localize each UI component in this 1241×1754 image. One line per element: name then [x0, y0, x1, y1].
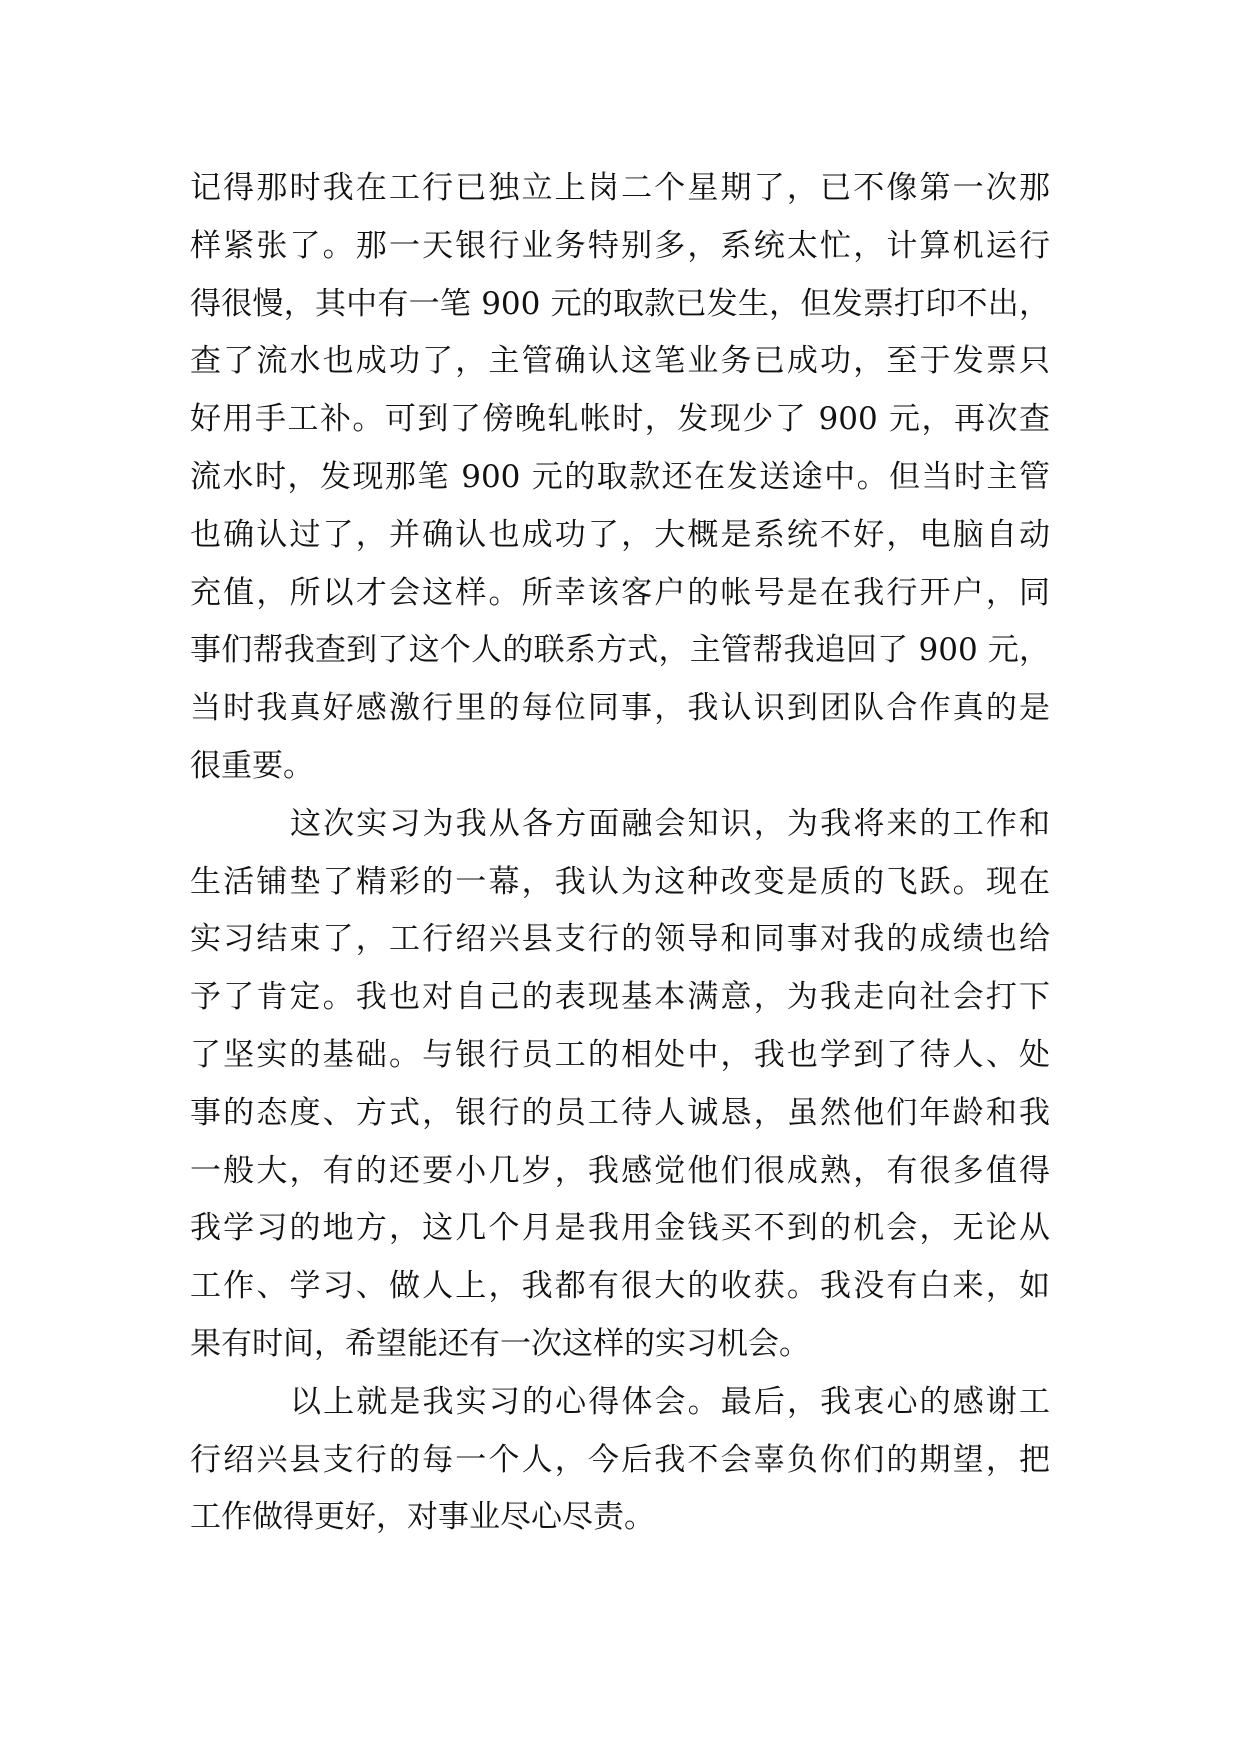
paragraph-1 — [190, 160, 1050, 796]
paragraph-line: 工作做得更好，对事业尽心尽责。 — [190, 1499, 655, 1536]
paragraph-line: 好用手工补。可到了傍晚轧帐时，发现少了 900 元，再次查 — [190, 401, 1050, 438]
paragraph-line: 这次实习为我从各方面融会知识，为我将来的工作和 — [290, 805, 1050, 842]
paragraph-line: 我学习的地方，这几个月是我用金钱买不到的机会，无论从 — [190, 1210, 1050, 1247]
paragraph-line: 生活铺垫了精彩的一幕，我认为这种改变是质的飞跃。现在 — [190, 863, 1050, 900]
paragraph-line: 流水时，发现那笔 900 元的取款还在发送途中。但当时主管 — [190, 458, 1050, 495]
paragraph-line: 一般大，有的还要小几岁，我感觉他们很成熟，有很多值得 — [190, 1152, 1050, 1189]
paragraph-line: 实习结束了，工行绍兴县支行的领导和同事对我的成绩也给 — [190, 921, 1050, 958]
paragraph-line: 予了肯定。我也对自己的表现基本满意，为我走向社会打下 — [190, 979, 1050, 1016]
paragraph-3 — [190, 1374, 1050, 1547]
paragraph-line: 很重要。 — [190, 747, 314, 784]
paragraph-line: 查了流水也成功了，主管确认这笔业务已成功，至于发票只 — [190, 343, 1050, 380]
paragraph-line: 工作、学习、做人上，我都有很大的收获。我没有白来，如 — [190, 1268, 1050, 1305]
paragraph-line: 记得那时我在工行已独立上岗二个星期了，已不像第一次那 — [190, 170, 1050, 206]
paragraph-2 — [190, 796, 1050, 1374]
paragraph-line: 样紧张了。那一天银行业务特别多，系统太忙，计算机运行 — [190, 227, 1050, 264]
paragraph-line: 也确认过了，并确认也成功了，大概是系统不好，电脑自动 — [190, 516, 1050, 553]
paragraph-line: 以上就是我实习的心得体会。最后，我衷心的感谢工 — [290, 1383, 1050, 1420]
paragraph-line: 事们帮我查到了这个人的联系方式，主管帮我追回了 900 元， — [190, 632, 1050, 669]
document-body — [190, 160, 1050, 1547]
paragraph-line: 果有时间，希望能还有一次这样的实习机会。 — [190, 1325, 810, 1362]
paragraph-line: 事的态度、方式，银行的员工待人诚恳，虽然他们年龄和我 — [190, 1094, 1050, 1131]
paragraph-line: 充值，所以才会这样。所幸该客户的帐号是在我行开户，同 — [190, 574, 1050, 611]
paragraph-line: 了坚实的基础。与银行员工的相处中，我也学到了待人、处 — [190, 1036, 1050, 1073]
paragraph-line: 得很慢，其中有一笔 900 元的取款已发生，但发票打印不出， — [190, 285, 1050, 322]
paragraph-line: 当时我真好感激行里的每位同事，我认识到团队合作真的是 — [190, 690, 1050, 727]
paragraph-line: 行绍兴县支行的每一个人，今后我不会辜负你们的期望，把 — [190, 1441, 1050, 1478]
